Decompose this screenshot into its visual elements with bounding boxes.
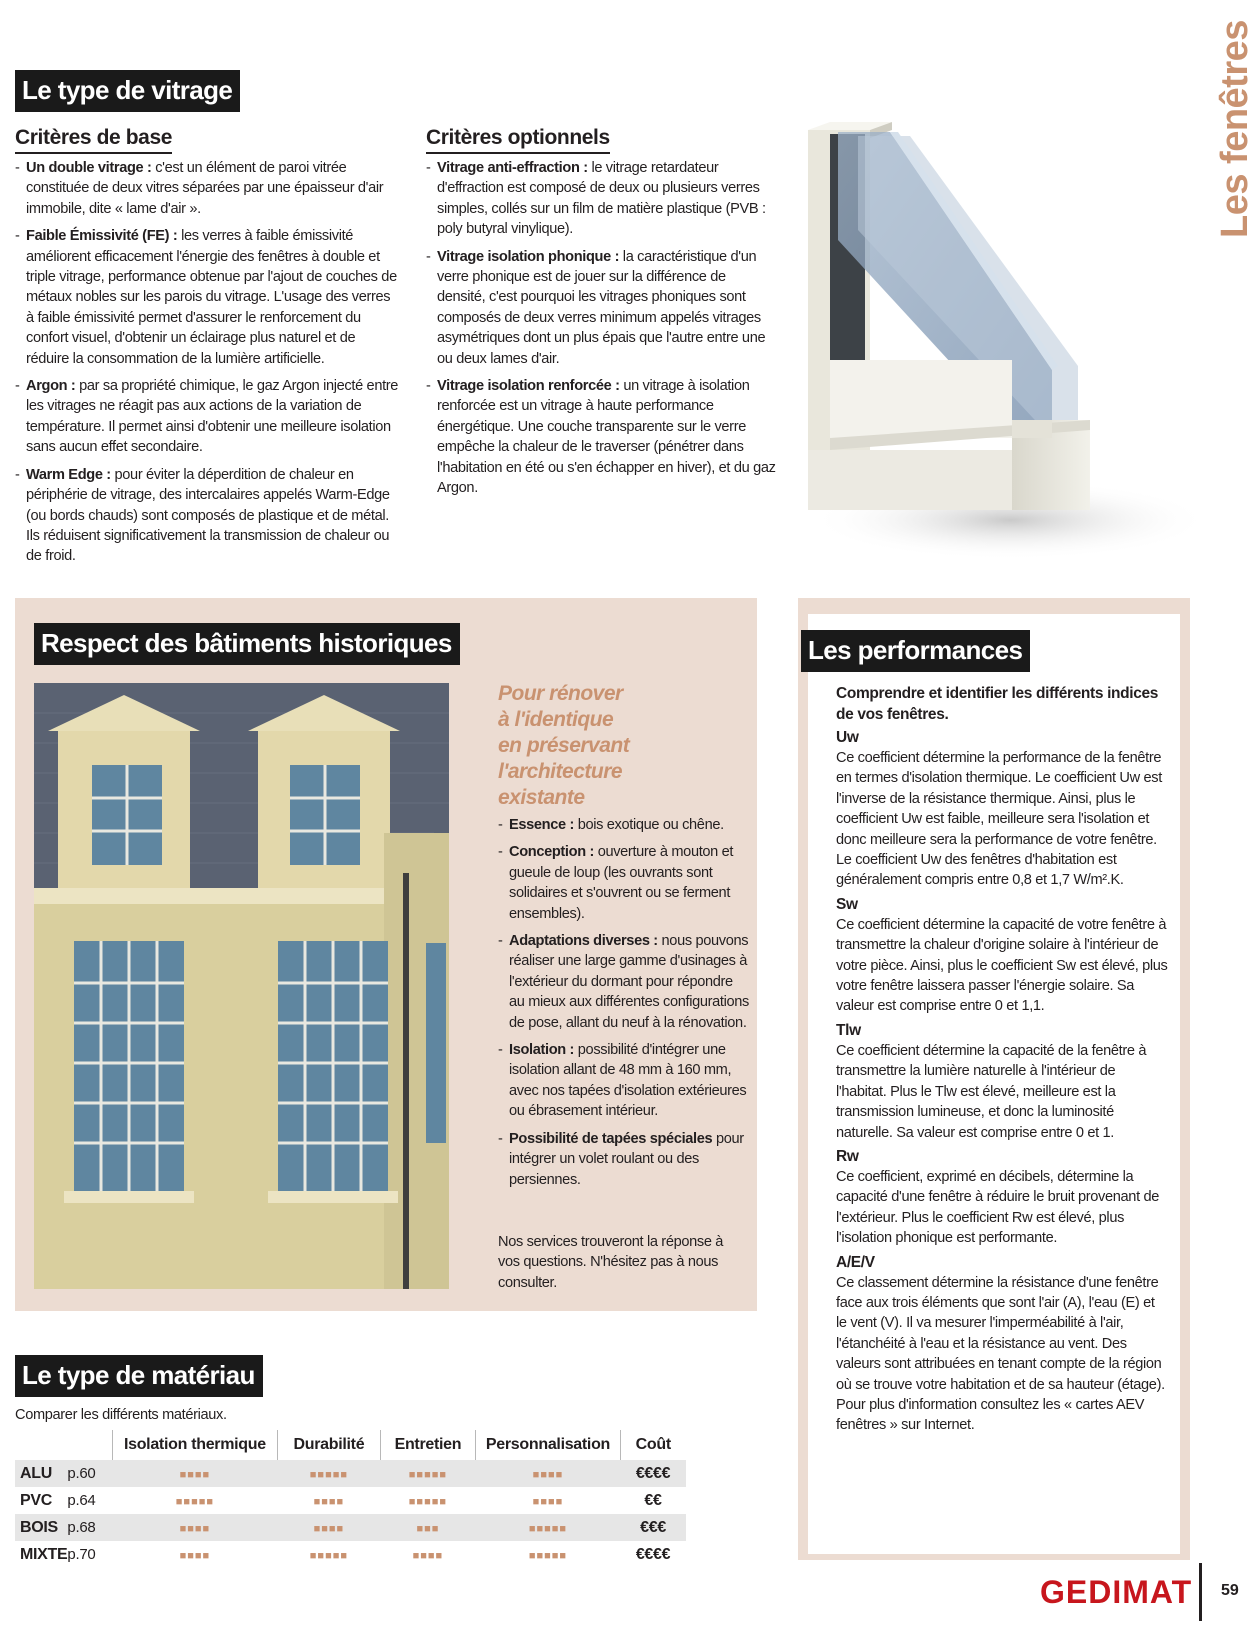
- column-header: Durabilité: [277, 1430, 380, 1460]
- historic-title: Respect des bâtiments historiques: [34, 623, 460, 665]
- table-row: [15, 1514, 686, 1541]
- list-item: - Conception : ouverture à mouton et gueule de loup (les ouvrants sont solidaires et s'ouvrent ou se ferment ensembles).: [498, 842, 750, 924]
- material-cost: €€€€: [635, 1545, 671, 1563]
- perf-code-rw: Rw: [836, 1147, 859, 1165]
- rating-squares: ■■■■: [112, 1514, 277, 1541]
- rating-squares: ■■■■: [475, 1460, 620, 1487]
- base-criteria-list: [15, 158, 400, 574]
- perf-code-sw: Sw: [836, 895, 858, 913]
- historic-lead: Pour rénover à l'identique en préservant l'architecture existante: [498, 682, 630, 809]
- gedimat-logo: GEDIMAT: [1040, 1574, 1193, 1610]
- side-tab: [1190, 0, 1256, 250]
- historic-list: [498, 815, 750, 1197]
- column-header: Coût: [621, 1430, 686, 1460]
- list-item: - Un double vitrage : c'est un élément de paroi vitrée constituée de deux vitres séparées par une épaisseur d'air immobile, dite « lame d'air ».: [15, 158, 400, 219]
- column-header: Isolation thermique: [112, 1430, 277, 1460]
- rating-squares: ■■■■: [277, 1514, 380, 1541]
- materiau-title: Le type de matériau: [15, 1355, 263, 1397]
- rating-squares: ■■■■: [112, 1460, 277, 1487]
- material-page: p.64: [67, 1492, 96, 1509]
- material-page: p.68: [67, 1514, 112, 1541]
- rating-squares: ■■■■: [532, 1496, 564, 1508]
- column-header: Personnalisation: [475, 1430, 620, 1460]
- list-item: - Essence : bois exotique ou chêne.: [498, 815, 750, 835]
- performances-text: Comprendre et identifier les différents indices de vos fenêtres. Uw Ce coefficient détermine la performance de la fenêtre en termes d'isolation thermique. Le coefficient Uw est l'inverse de la résistance thermique. Ainsi, plus le coefficient Uw est faible, meilleure sera l'isolation et donc meilleure sera la performance de votre fenêtre. Le coefficient Uw des fenêtres d'habitation est généralement compris entre 0,8 et 1,7 W/m².K. Sw Ce coefficient détermine la capacité de votre fenêtre à transmettre la chaleur d'origine solaire à l'intérieur de votre pièce. Ainsi, plus le coefficient Sw est élevé, plus votre fenêtre laissera passer l'énergie solaire. Sa valeur est comprise entre 0 et 1,1. Tlw Ce coefficient détermine la capacité de la fenêtre à transmettre la lumière naturelle à l'intérieur de l'habitat. Plus le Tlw est élevé, meilleure est la transmission lumineuse, et donc la luminosité naturelle. Sa valeur est comprise entre 0 et 1. Rw Ce coefficient, exprimé en décibels, détermine la capacité d'une fenêtre à réduire le bruit provenant de l'extérieur. Plus le coefficient Rw est élevé, plus l'isolation phonique est performante. A/E/V Ce classement détermine la résistance d'une fenêtre face aux trois éléments que sont l'air (A), l'eau (E) et le vent (V). Il va mesurer l'imperméabilité à l'air, l'étanchéité à l'eau et la résistance au vent. Des valeurs sont attribuées en tenant compte de la région où se trouve votre habitation et de sa hauteur (étage). Pour plus d'information consultez les « cartes AEV fenêtres » sur Internet.: [836, 685, 1168, 1434]
- rating-squares: ■■■■■: [528, 1550, 568, 1562]
- list-item: - Vitrage isolation renforcée : un vitrage à isolation renforcée est un vitrage à haute performance énergétique. Une couche transparente sur le verre empêche la chaleur de le traverser (pénétrer dans l'habitation en été ou s'en échapper en hiver), et du gaz Argon.: [426, 376, 776, 498]
- list-item: - Vitrage isolation phonique : la caractéristique d'un verre phonique est de jouer sur la différence de densité, c'est pourquoi les vitrages phoniques sont composés de deux verres minimum appelés vitrages asymétriques dont un plus épais que l'autre entre une ou deux lames d'air.: [426, 247, 776, 369]
- list-item: - Vitrage anti-effraction : le vitrage retardateur d'effraction est composé de deux ou plusieurs verres simples, collés sur un film de matière plastique (PVB : poly butyral vinylique).: [426, 158, 776, 240]
- perf-code-uw: Uw: [836, 729, 859, 746]
- rating-squares: ■■■■■: [277, 1460, 380, 1487]
- material-page: p.70: [67, 1546, 96, 1563]
- optional-criteria-title: Critères optionnels: [426, 125, 610, 154]
- material-name: PVC: [20, 1491, 52, 1509]
- performances-title: Les performances: [801, 630, 1030, 672]
- performances-intro: Comprendre et identifier les différents indices de vos fenêtres.: [836, 685, 1159, 723]
- perf-code-tlw: Tlw: [836, 1021, 861, 1039]
- material-cost: €€: [644, 1491, 662, 1509]
- perf-code-aev: A/E/V: [836, 1253, 875, 1271]
- rating-squares: ■■■■■: [475, 1514, 620, 1541]
- list-item: - Possibilité de tapées spéciales pour intégrer un volet roulant ou des persiennes.: [498, 1129, 750, 1190]
- rating-squares: ■■■: [380, 1514, 475, 1541]
- rating-squares: ■■■■■: [408, 1496, 448, 1508]
- table-row: [15, 1487, 686, 1514]
- side-tab-label: Les fenêtres: [1214, 20, 1256, 238]
- base-criteria-title: Critères de base: [15, 125, 172, 154]
- glazing-section-illustration: [790, 120, 1195, 560]
- list-item: - Isolation : possibilité d'intégrer une isolation allant de 48 mm à 160 mm, avec nos tapées d'isolation extérieures ou ébrasement intérieur.: [498, 1040, 750, 1122]
- material-cost: €€€€: [621, 1460, 686, 1487]
- rating-squares: ■■■■: [179, 1550, 211, 1562]
- rating-squares: ■■■■■: [175, 1496, 215, 1508]
- material-name: MIXTE: [20, 1545, 68, 1563]
- column-header: Entretien: [380, 1430, 475, 1460]
- rating-squares: ■■■■■: [309, 1550, 349, 1562]
- list-item: - Adaptations diverses : nous pouvons réaliser une large gamme d'usinages à l'extérieur du dormant pour répondre au mieux aux différentes configurations de pose, allant du neuf à la rénovation.: [498, 931, 750, 1033]
- optional-criteria-list: [426, 158, 776, 506]
- vitrage-title: Le type de vitrage: [15, 70, 240, 112]
- historic-closing: Nos services trouveront la réponse à vos questions. N'hésitez pas à nous consulter.: [498, 1234, 724, 1291]
- rating-squares: ■■■■■: [380, 1460, 475, 1487]
- rating-squares: ■■■■: [412, 1550, 444, 1562]
- material-page: p.60: [67, 1460, 112, 1487]
- material-cost: €€€: [621, 1514, 686, 1541]
- material-name: ALU: [15, 1460, 67, 1487]
- material-name: BOIS: [15, 1514, 67, 1541]
- list-item: - Faible Émissivité (FE) : les verres à faible émissivité améliorent efficacement l'énergie des fenêtres à double et triple vitrage, performance obtenue par l'ajout de couches de métaux nobles sur les parois du vitrage. L'usage des verres à faible émissivité permet d'assurer le renforcement du confort visuel, d'obtenir un éclairage plus naturel et de réduire la consommation de la lumière artificielle.: [15, 226, 400, 369]
- rating-squares: ■■■■: [313, 1496, 345, 1508]
- table-row: [15, 1541, 686, 1568]
- materiau-subtitle: Comparer les différents matériaux.: [15, 1407, 227, 1423]
- list-item: - Warm Edge : pour éviter la déperdition de chaleur en périphérie de vitrage, des intercalaires appelés Warm-Edge (ou bords chauds) sont composés de plastique et de métal. Ils réduisent significativement la transmission de chaleur ou de froid.: [15, 465, 400, 567]
- page-number: 59: [1221, 1582, 1239, 1599]
- materials-table: [15, 1430, 686, 1568]
- historic-building-photo: [34, 683, 449, 1289]
- page-divider: [1199, 1563, 1202, 1621]
- table-row: [15, 1460, 686, 1487]
- list-item: - Argon : par sa propriété chimique, le gaz Argon injecté entre les vitrages ne réagit pas aux actions de la variation de température. Il permet ainsi d'obtenir une meilleure isolation sans aucun effet secondaire.: [15, 376, 400, 458]
